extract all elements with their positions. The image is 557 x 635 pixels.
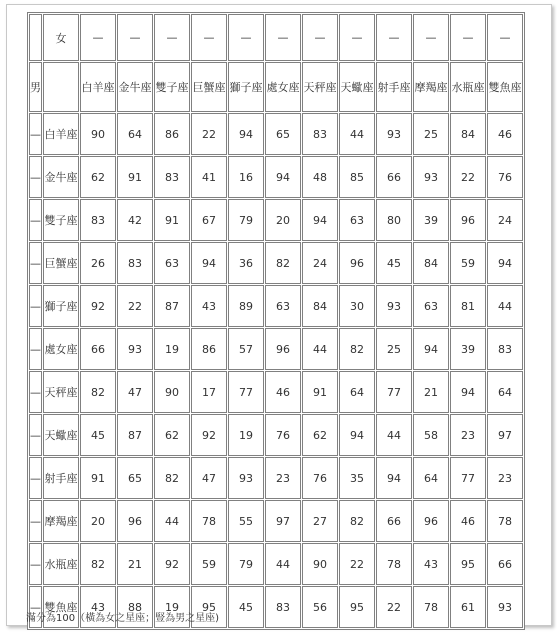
row-header-sign: 雙子座 xyxy=(43,199,79,241)
score-cell: 59 xyxy=(191,543,227,585)
score-cell: 91 xyxy=(154,199,190,241)
score-cell: 94 xyxy=(302,199,338,241)
row-header-sign: 水瓶座 xyxy=(43,543,79,585)
header-row-signs xyxy=(29,62,523,112)
score-cell: 82 xyxy=(80,371,116,413)
score-cell: 21 xyxy=(117,543,153,585)
score-cell: 91 xyxy=(80,457,116,499)
score-cell: 93 xyxy=(376,285,412,327)
score-cell: 30 xyxy=(339,285,375,327)
row-header-sign: 獅子座 xyxy=(43,285,79,327)
score-cell: 93 xyxy=(413,156,449,198)
score-cell: 91 xyxy=(302,371,338,413)
row-placeholder: — xyxy=(29,457,42,499)
score-cell: 66 xyxy=(80,328,116,370)
score-cell: 94 xyxy=(339,414,375,456)
score-cell: 42 xyxy=(117,199,153,241)
score-cell: 26 xyxy=(80,242,116,284)
score-cell: 87 xyxy=(117,414,153,456)
column-header-sign: 處女座 xyxy=(265,62,301,112)
score-cell: 65 xyxy=(117,457,153,499)
score-cell: 22 xyxy=(117,285,153,327)
column-header-sign: 白羊座 xyxy=(80,62,116,112)
score-cell: 23 xyxy=(265,457,301,499)
row-header-sign: 雙魚座 xyxy=(43,586,79,628)
score-cell: 82 xyxy=(339,500,375,542)
header-placeholder: — xyxy=(413,14,449,61)
score-cell: 88 xyxy=(117,586,153,628)
score-cell: 20 xyxy=(80,500,116,542)
row-header-sign: 天秤座 xyxy=(43,371,79,413)
score-cell: 83 xyxy=(154,156,190,198)
score-cell: 58 xyxy=(413,414,449,456)
score-cell: 64 xyxy=(117,113,153,155)
row-header-sign: 白羊座 xyxy=(43,113,79,155)
table-row xyxy=(29,414,523,456)
table-row xyxy=(29,156,523,198)
score-cell: 45 xyxy=(376,242,412,284)
header-placeholder: — xyxy=(80,14,116,61)
score-cell: 27 xyxy=(302,500,338,542)
score-cell: 93 xyxy=(487,586,523,628)
header-placeholder: — xyxy=(339,14,375,61)
column-header-sign: 雙魚座 xyxy=(487,62,523,112)
column-header-sign: 水瓶座 xyxy=(450,62,486,112)
score-cell: 82 xyxy=(339,328,375,370)
score-cell: 23 xyxy=(487,457,523,499)
score-cell: 44 xyxy=(154,500,190,542)
row-header-sign: 巨蟹座 xyxy=(43,242,79,284)
content-frame xyxy=(6,4,552,626)
score-cell: 56 xyxy=(302,586,338,628)
column-header-sign: 天蠍座 xyxy=(339,62,375,112)
row-placeholder: — xyxy=(29,500,42,542)
score-cell: 48 xyxy=(302,156,338,198)
score-cell: 82 xyxy=(154,457,190,499)
column-header-sign: 獅子座 xyxy=(228,62,264,112)
score-cell: 77 xyxy=(376,371,412,413)
row-header-sign: 金牛座 xyxy=(43,156,79,198)
score-cell: 78 xyxy=(413,586,449,628)
score-cell: 66 xyxy=(487,543,523,585)
score-cell: 39 xyxy=(450,328,486,370)
score-cell: 76 xyxy=(265,414,301,456)
row-header-sign: 摩羯座 xyxy=(43,500,79,542)
score-cell: 80 xyxy=(376,199,412,241)
row-placeholder: — xyxy=(29,371,42,413)
score-cell: 94 xyxy=(487,242,523,284)
score-cell: 67 xyxy=(191,199,227,241)
score-cell: 65 xyxy=(265,113,301,155)
score-cell: 92 xyxy=(191,414,227,456)
score-cell: 94 xyxy=(228,113,264,155)
score-cell: 46 xyxy=(450,500,486,542)
score-cell: 95 xyxy=(191,586,227,628)
score-cell: 77 xyxy=(228,371,264,413)
header-placeholder: — xyxy=(376,14,412,61)
score-cell: 89 xyxy=(228,285,264,327)
score-cell: 64 xyxy=(413,457,449,499)
row-placeholder: — xyxy=(29,543,42,585)
score-cell: 20 xyxy=(265,199,301,241)
score-cell: 62 xyxy=(80,156,116,198)
footer-note: 滿分為100（橫為女之星座；豎為男之星座) xyxy=(26,613,219,624)
score-cell: 76 xyxy=(302,457,338,499)
score-cell: 78 xyxy=(487,500,523,542)
score-cell: 17 xyxy=(191,371,227,413)
table-row xyxy=(29,285,523,327)
score-cell: 92 xyxy=(80,285,116,327)
column-header-sign: 射手座 xyxy=(376,62,412,112)
score-cell: 57 xyxy=(228,328,264,370)
score-cell: 36 xyxy=(228,242,264,284)
score-cell: 84 xyxy=(413,242,449,284)
header-placeholder: — xyxy=(302,14,338,61)
score-cell: 66 xyxy=(376,156,412,198)
score-cell: 93 xyxy=(376,113,412,155)
score-cell: 79 xyxy=(228,543,264,585)
row-placeholder: — xyxy=(29,285,42,327)
score-cell: 96 xyxy=(265,328,301,370)
score-cell: 94 xyxy=(376,457,412,499)
score-cell: 84 xyxy=(450,113,486,155)
score-cell: 97 xyxy=(265,500,301,542)
score-cell: 19 xyxy=(228,414,264,456)
score-cell: 22 xyxy=(339,543,375,585)
header-placeholder: — xyxy=(228,14,264,61)
header-placeholder: — xyxy=(487,14,523,61)
score-cell: 62 xyxy=(302,414,338,456)
score-cell: 84 xyxy=(302,285,338,327)
row-placeholder: — xyxy=(29,156,42,198)
score-cell: 86 xyxy=(154,113,190,155)
score-cell: 22 xyxy=(376,586,412,628)
score-cell: 22 xyxy=(450,156,486,198)
score-cell: 46 xyxy=(487,113,523,155)
score-cell: 47 xyxy=(117,371,153,413)
score-cell: 97 xyxy=(487,414,523,456)
score-cell: 93 xyxy=(228,457,264,499)
score-cell: 78 xyxy=(376,543,412,585)
score-cell: 62 xyxy=(154,414,190,456)
score-cell: 81 xyxy=(450,285,486,327)
score-cell: 76 xyxy=(487,156,523,198)
score-cell: 95 xyxy=(339,586,375,628)
score-cell: 63 xyxy=(265,285,301,327)
score-cell: 61 xyxy=(450,586,486,628)
column-header-sign: 雙子座 xyxy=(154,62,190,112)
score-cell: 19 xyxy=(154,586,190,628)
table-row xyxy=(29,457,523,499)
compatibility-table xyxy=(27,12,525,630)
header-placeholder: — xyxy=(265,14,301,61)
score-cell: 35 xyxy=(339,457,375,499)
header-placeholder: — xyxy=(154,14,190,61)
score-cell: 44 xyxy=(376,414,412,456)
score-cell: 64 xyxy=(339,371,375,413)
score-cell: 94 xyxy=(413,328,449,370)
score-cell: 25 xyxy=(413,113,449,155)
score-cell: 22 xyxy=(191,113,227,155)
score-cell: 21 xyxy=(413,371,449,413)
score-cell: 44 xyxy=(339,113,375,155)
score-cell: 46 xyxy=(265,371,301,413)
score-cell: 86 xyxy=(191,328,227,370)
score-cell: 25 xyxy=(376,328,412,370)
score-cell: 92 xyxy=(154,543,190,585)
header-placeholder: — xyxy=(117,14,153,61)
row-placeholder: — xyxy=(29,199,42,241)
score-cell: 96 xyxy=(450,199,486,241)
score-cell: 59 xyxy=(450,242,486,284)
score-cell: 55 xyxy=(228,500,264,542)
blank-cell xyxy=(43,62,79,112)
score-cell: 44 xyxy=(302,328,338,370)
header-placeholder: — xyxy=(450,14,486,61)
male-axis-label: 男 xyxy=(29,62,42,112)
score-cell: 82 xyxy=(265,242,301,284)
row-placeholder: — xyxy=(29,113,42,155)
row-header-sign: 射手座 xyxy=(43,457,79,499)
score-cell: 16 xyxy=(228,156,264,198)
header-row-female xyxy=(29,14,523,61)
score-cell: 23 xyxy=(450,414,486,456)
score-cell: 24 xyxy=(302,242,338,284)
score-cell: 94 xyxy=(450,371,486,413)
table-row xyxy=(29,500,523,542)
score-cell: 45 xyxy=(80,414,116,456)
score-cell: 78 xyxy=(191,500,227,542)
row-placeholder: — xyxy=(29,328,42,370)
score-cell: 43 xyxy=(80,586,116,628)
score-cell: 83 xyxy=(80,199,116,241)
score-cell: 43 xyxy=(413,543,449,585)
score-cell: 83 xyxy=(487,328,523,370)
row-header-sign: 天蠍座 xyxy=(43,414,79,456)
score-cell: 63 xyxy=(339,199,375,241)
score-cell: 96 xyxy=(413,500,449,542)
table-row xyxy=(29,371,523,413)
score-cell: 24 xyxy=(487,199,523,241)
score-cell: 95 xyxy=(450,543,486,585)
score-cell: 93 xyxy=(117,328,153,370)
table-row xyxy=(29,199,523,241)
score-cell: 47 xyxy=(191,457,227,499)
table-row xyxy=(29,242,523,284)
row-header-sign: 處女座 xyxy=(43,328,79,370)
score-cell: 91 xyxy=(117,156,153,198)
table-row xyxy=(29,113,523,155)
score-cell: 85 xyxy=(339,156,375,198)
column-header-sign: 摩羯座 xyxy=(413,62,449,112)
score-cell: 82 xyxy=(80,543,116,585)
score-cell: 77 xyxy=(450,457,486,499)
score-cell: 44 xyxy=(265,543,301,585)
score-cell: 63 xyxy=(413,285,449,327)
score-cell: 44 xyxy=(487,285,523,327)
score-cell: 96 xyxy=(117,500,153,542)
score-cell: 63 xyxy=(154,242,190,284)
score-cell: 41 xyxy=(191,156,227,198)
score-cell: 83 xyxy=(117,242,153,284)
header-placeholder: — xyxy=(191,14,227,61)
score-cell: 83 xyxy=(302,113,338,155)
column-header-sign: 巨蟹座 xyxy=(191,62,227,112)
score-cell: 79 xyxy=(228,199,264,241)
row-placeholder: — xyxy=(29,242,42,284)
score-cell: 64 xyxy=(487,371,523,413)
score-cell: 66 xyxy=(376,500,412,542)
corner-cell xyxy=(29,14,42,61)
score-cell: 90 xyxy=(154,371,190,413)
row-placeholder: — xyxy=(29,586,42,628)
score-cell: 83 xyxy=(265,586,301,628)
score-cell: 90 xyxy=(80,113,116,155)
table-row xyxy=(29,543,523,585)
score-cell: 19 xyxy=(154,328,190,370)
table-row xyxy=(29,328,523,370)
score-cell: 45 xyxy=(228,586,264,628)
column-header-sign: 金牛座 xyxy=(117,62,153,112)
score-cell: 94 xyxy=(191,242,227,284)
row-placeholder: — xyxy=(29,414,42,456)
score-cell: 39 xyxy=(413,199,449,241)
female-axis-label: 女 xyxy=(43,14,79,61)
score-cell: 43 xyxy=(191,285,227,327)
score-cell: 96 xyxy=(339,242,375,284)
score-cell: 94 xyxy=(265,156,301,198)
score-cell: 90 xyxy=(302,543,338,585)
column-header-sign: 天秤座 xyxy=(302,62,338,112)
score-cell: 87 xyxy=(154,285,190,327)
